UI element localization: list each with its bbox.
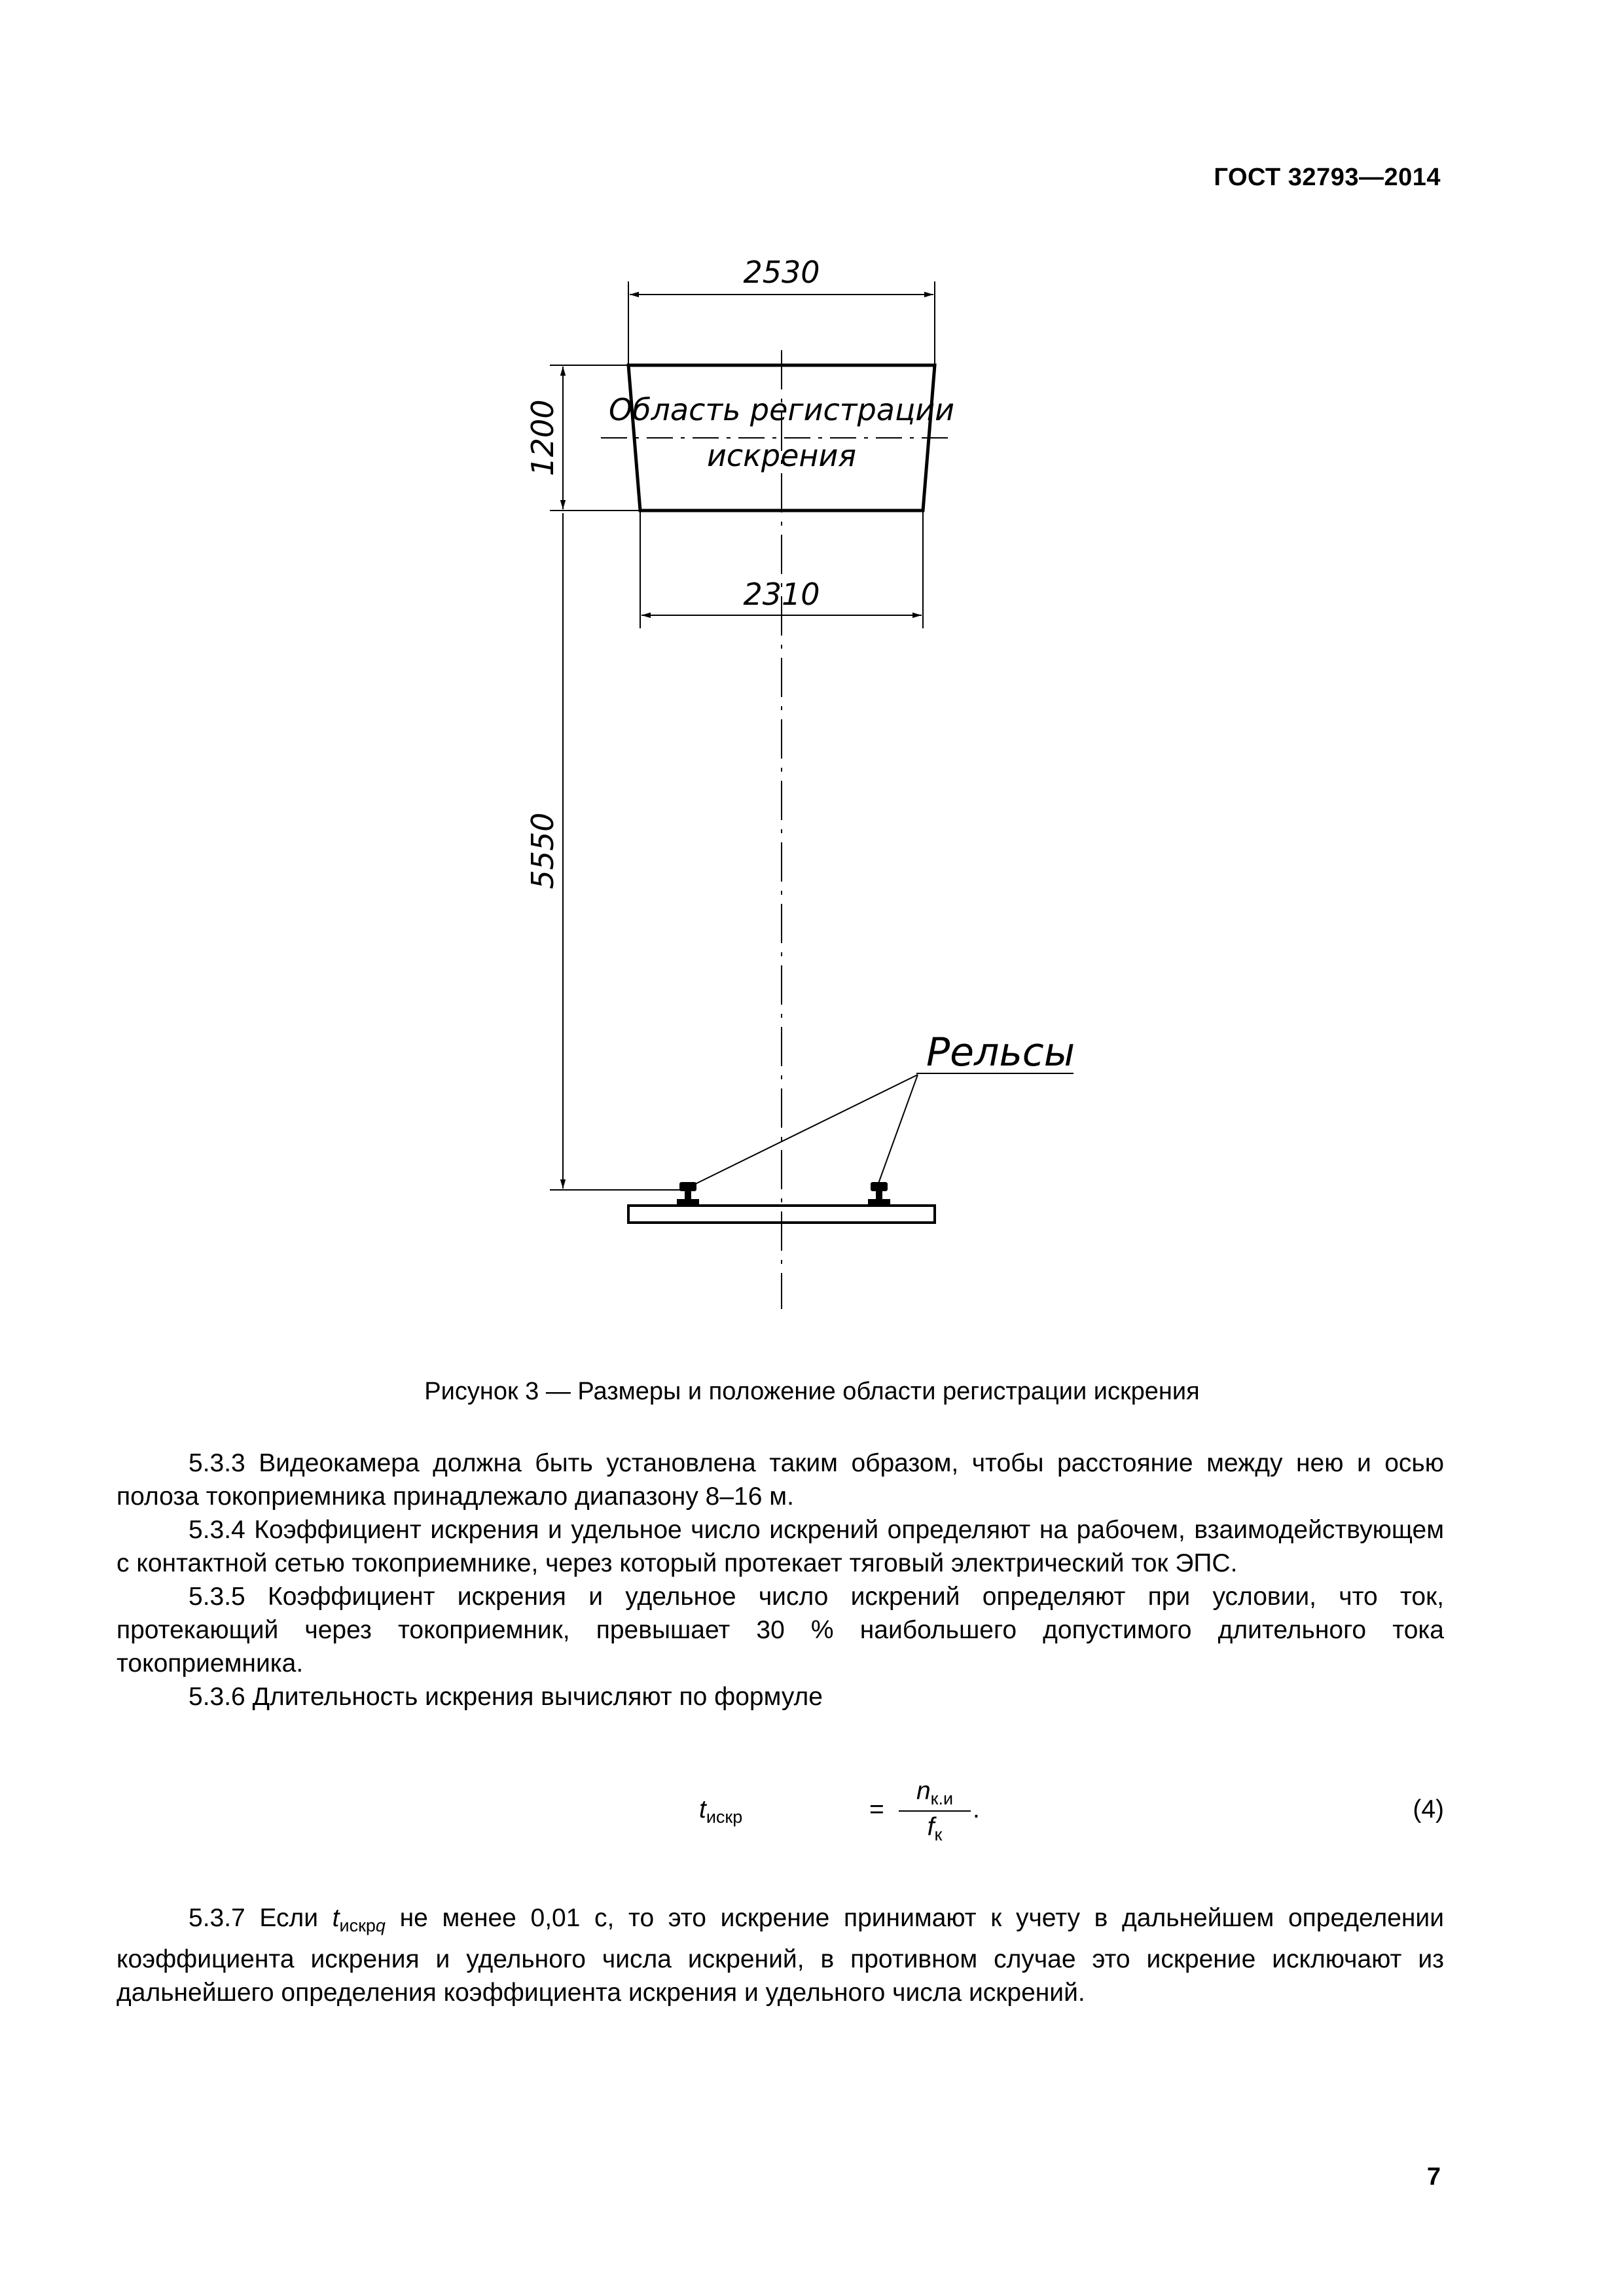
body-paragraphs xyxy=(117,1446,1444,1713)
formula-4 xyxy=(117,1777,1444,1856)
paragraph-5-3-3: 5.3.3 Видеокамера должна быть установлена таким образом, чтобы расстояние между нею и осью полоза токоприемника принадлежало диапазону 8–16 м. xyxy=(117,1449,1444,1511)
paragraph-5-3-6: 5.3.6 Длительность искрения вычисляют по формуле xyxy=(189,1683,823,1711)
formula-equals: = xyxy=(869,1795,884,1823)
document-header: ГОСТ 32793—2014 xyxy=(1214,164,1441,191)
formula-denominator: $f_к$ xyxy=(927,1813,943,1844)
formula-number: (4) xyxy=(1413,1795,1444,1823)
dim-top-label: 2530 xyxy=(743,255,820,290)
page-number: 7 xyxy=(1426,2163,1441,2191)
figure-caption: Рисунок 3 — Размеры и положение области регистрации искрения xyxy=(424,1378,1200,1405)
rails-label: Рельсы xyxy=(926,1030,1075,1075)
formula-numerator: $n_{к.и}$ xyxy=(899,1777,971,1812)
rail-left xyxy=(677,1182,699,1204)
dim-height-label: 1200 xyxy=(525,399,560,476)
formula-fraction xyxy=(899,1777,971,1845)
formula-lhs: $t_{искр}$ xyxy=(699,1795,743,1827)
paragraph-5-3-7: 5.3.7 Если $t_{искрq}$ не менее 0,01 с, то это искрение принимают к учету в дальнейшем определении коэффициента искрения и удельного числа искрений, в противном случае это искрение исключают из дальнейшего определения коэффициента искрения и удельного числа искрений. xyxy=(117,1904,1444,2007)
paragraph-5-3-4: 5.3.4 Коэффициент искрения и удельное число искрений определяют на рабочем, взаимодействующем с контактной сетью токоприемнике, через который протекает тяговый электрический ток ЭПС. xyxy=(117,1516,1444,1577)
paragraph-5-3-5: 5.3.5 Коэффициент искрения и удельное число искрений определяют при условии, что ток, протекающий через токоприемник, превышает 30 % наибольшего допустимого длительного тока токоприемника. xyxy=(117,1583,1444,1677)
dim-total-label: 5550 xyxy=(525,812,560,889)
dim-bottom-label: 2310 xyxy=(743,577,820,612)
region-label-line2: искрения xyxy=(706,438,857,473)
formula-end-dot: . xyxy=(973,1795,980,1823)
region-label-line1: Область регистрации xyxy=(608,392,955,427)
rail-right xyxy=(868,1182,890,1204)
